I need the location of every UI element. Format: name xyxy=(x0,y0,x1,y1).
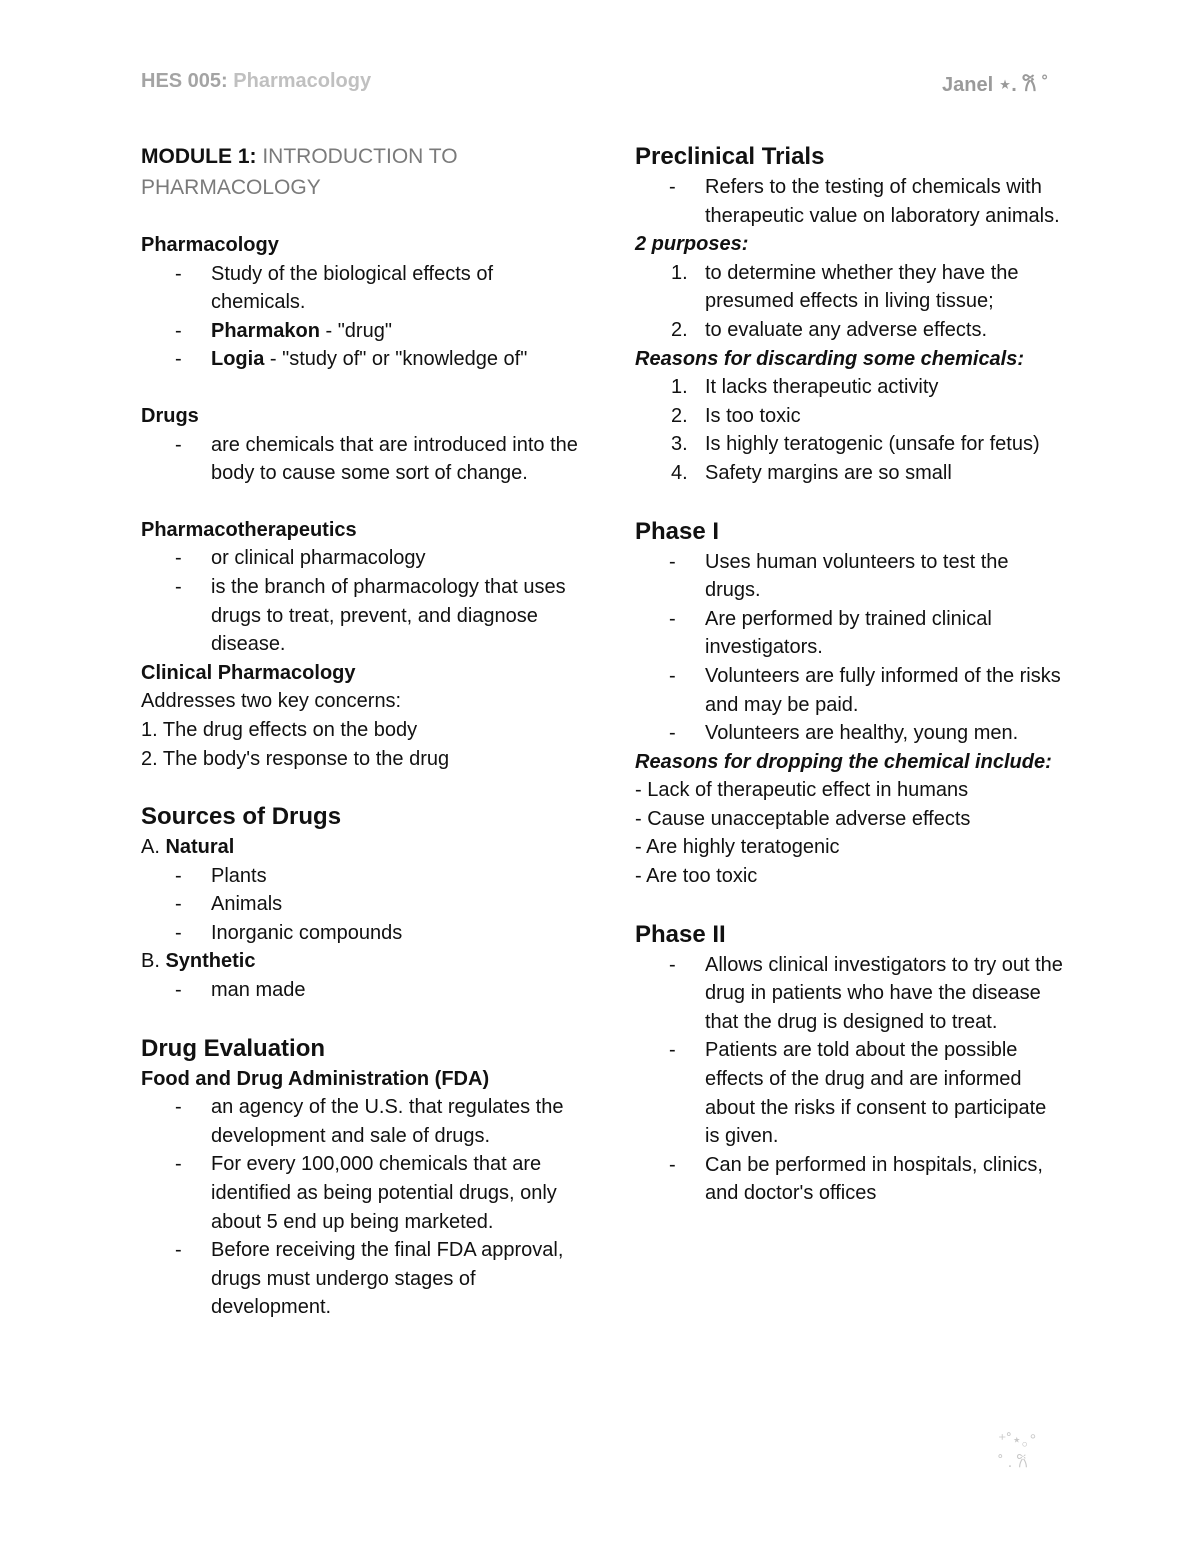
pharmacology-heading: Pharmacology xyxy=(141,234,279,256)
item-text: It lacks therapeutic activity xyxy=(705,376,939,399)
decorative-stars: ⁺˚⋆｡° ˚ . 𐙚 xyxy=(998,1432,1037,1471)
discard-reasons-label: Reasons for discarding some chemicals: xyxy=(635,347,1025,370)
right-column xyxy=(635,141,1065,1208)
list-item: - Patients are told about the possible effects of the drug and are informed about the risks if consent to participate is given. xyxy=(635,1036,1065,1150)
definition: - "drug" xyxy=(319,319,392,342)
list-item: - man made xyxy=(141,976,581,1005)
list-item: - Animals xyxy=(141,890,581,919)
definition: - "study of" or "knowledge of" xyxy=(264,348,528,371)
drop-reason: - Are too toxic xyxy=(635,865,758,888)
list-item: - Volunteers are healthy, young men. xyxy=(635,719,1065,748)
module-name: INTRODUCTION TO PHARMACOLOGY xyxy=(141,145,458,199)
item-number: 3. xyxy=(671,433,688,456)
author-name: Janel ⋆. 𐙚 ˚ xyxy=(942,74,1049,96)
clinical-line: Addresses two key concerns: xyxy=(141,690,402,713)
list-item xyxy=(635,316,1065,345)
drugs-heading: Drugs xyxy=(141,404,199,427)
list-item: - or clinical pharmacology xyxy=(141,544,581,573)
sources-heading: Sources of Drugs xyxy=(141,803,342,831)
category-label: Synthetic xyxy=(165,950,256,973)
list-item: - Plants xyxy=(141,862,581,891)
list-item: - Refers to the testing of chemicals with therapeutic value on laboratory animals. xyxy=(635,173,1065,230)
list-item: - Before receiving the final FDA approval, drugs must undergo stages of development. xyxy=(141,1236,581,1322)
list-item: - Are performed by trained clinical investigators. xyxy=(635,605,1065,662)
list-item: - are chemicals that are introduced into the body to cause some sort of change. xyxy=(141,431,581,488)
pharmacology-list xyxy=(141,260,581,374)
list-item: - Allows clinical investigators to try out the drug in patients who have the disease that the drug is designed to treat. xyxy=(635,951,1065,1037)
list-prefix: A. xyxy=(141,836,166,859)
list-item: - Volunteers are fully informed of the risks and may be paid. xyxy=(635,662,1065,719)
item-number: 1. xyxy=(671,261,688,284)
item-number: 1. xyxy=(671,376,688,399)
item-text: Is highly teratogenic (unsafe for fetus) xyxy=(705,433,1040,456)
fda-heading: Food and Drug Administration (FDA) xyxy=(141,1067,490,1090)
drop-reason: - Are highly teratogenic xyxy=(635,836,840,859)
item-text: Is too toxic xyxy=(705,404,801,427)
list-item xyxy=(635,259,1065,316)
list-item xyxy=(635,459,1065,488)
module-label: MODULE 1: xyxy=(141,145,257,168)
list-item: - Uses human volunteers to test the drugs. xyxy=(635,548,1065,605)
list-item xyxy=(141,345,581,374)
clinical-line: 1. The drug effects on the body xyxy=(141,718,418,741)
drugs-list xyxy=(141,431,581,488)
fda-list xyxy=(141,1093,581,1322)
purposes-list xyxy=(635,259,1065,345)
phase2-list xyxy=(635,951,1065,1208)
list-item: - Study of the biological effects of chemicals. xyxy=(141,260,581,317)
list-item: - Inorganic compounds xyxy=(141,919,581,948)
list-item: - an agency of the U.S. that regulates the development and sale of drugs. xyxy=(141,1093,581,1150)
synthetic-label xyxy=(141,947,581,976)
drop-reason: - Cause unacceptable adverse effects xyxy=(635,807,971,830)
list-item: - Can be performed in hospitals, clinics, and doctor's offices xyxy=(635,1151,1065,1208)
phase1-list xyxy=(635,548,1065,748)
discard-reasons-list xyxy=(635,373,1065,487)
clinical-line: 2. The body's response to the drug xyxy=(141,747,450,770)
module-title xyxy=(141,141,581,203)
list-item: - is the branch of pharmacology that uses drugs to treat, prevent, and diagnose disease. xyxy=(141,573,581,659)
course-title: Pharmacology xyxy=(227,70,372,92)
item-text: to evaluate any adverse effects. xyxy=(705,318,988,341)
phase1-heading: Phase I xyxy=(635,517,720,545)
synthetic-list xyxy=(141,976,581,1005)
list-item: - For every 100,000 chemicals that are identified as being potential drugs, only about 5 end up being marketed. xyxy=(141,1150,581,1236)
item-number: 2. xyxy=(671,404,688,427)
term: Logia xyxy=(211,348,265,371)
clinical-pharmacology-heading: Clinical Pharmacology xyxy=(141,661,356,684)
item-number: 2. xyxy=(671,318,688,341)
drop-reasons-label: Reasons for dropping the chemical include: xyxy=(635,750,1052,773)
item-text: to determine whether they have the presumed effects in living tissue; xyxy=(705,261,1019,313)
pharmacotherapeutics-heading: Pharmacotherapeutics xyxy=(141,518,357,541)
list-item xyxy=(141,317,581,346)
list-item xyxy=(635,402,1065,431)
purposes-label: 2 purposes: xyxy=(635,233,749,256)
drop-reason: - Lack of therapeutic effect in humans xyxy=(635,779,969,802)
term: Pharmakon xyxy=(211,319,320,342)
pharmacotherapeutics-list xyxy=(141,544,581,658)
natural-list xyxy=(141,862,581,948)
item-text: Safety margins are so small xyxy=(705,461,952,484)
category-label: Natural xyxy=(165,836,235,859)
drug-evaluation-heading: Drug Evaluation xyxy=(141,1034,326,1062)
preclinical-list xyxy=(635,173,1065,230)
natural-label xyxy=(141,833,581,862)
phase2-heading: Phase II xyxy=(635,920,726,948)
item-number: 4. xyxy=(671,461,688,484)
course-code: HES 005: xyxy=(141,70,228,92)
preclinical-heading: Preclinical Trials xyxy=(635,143,825,170)
list-prefix: B. xyxy=(141,950,166,973)
list-item xyxy=(635,430,1065,459)
list-item xyxy=(635,373,1065,402)
left-column xyxy=(141,141,581,1322)
document-header xyxy=(141,70,371,93)
